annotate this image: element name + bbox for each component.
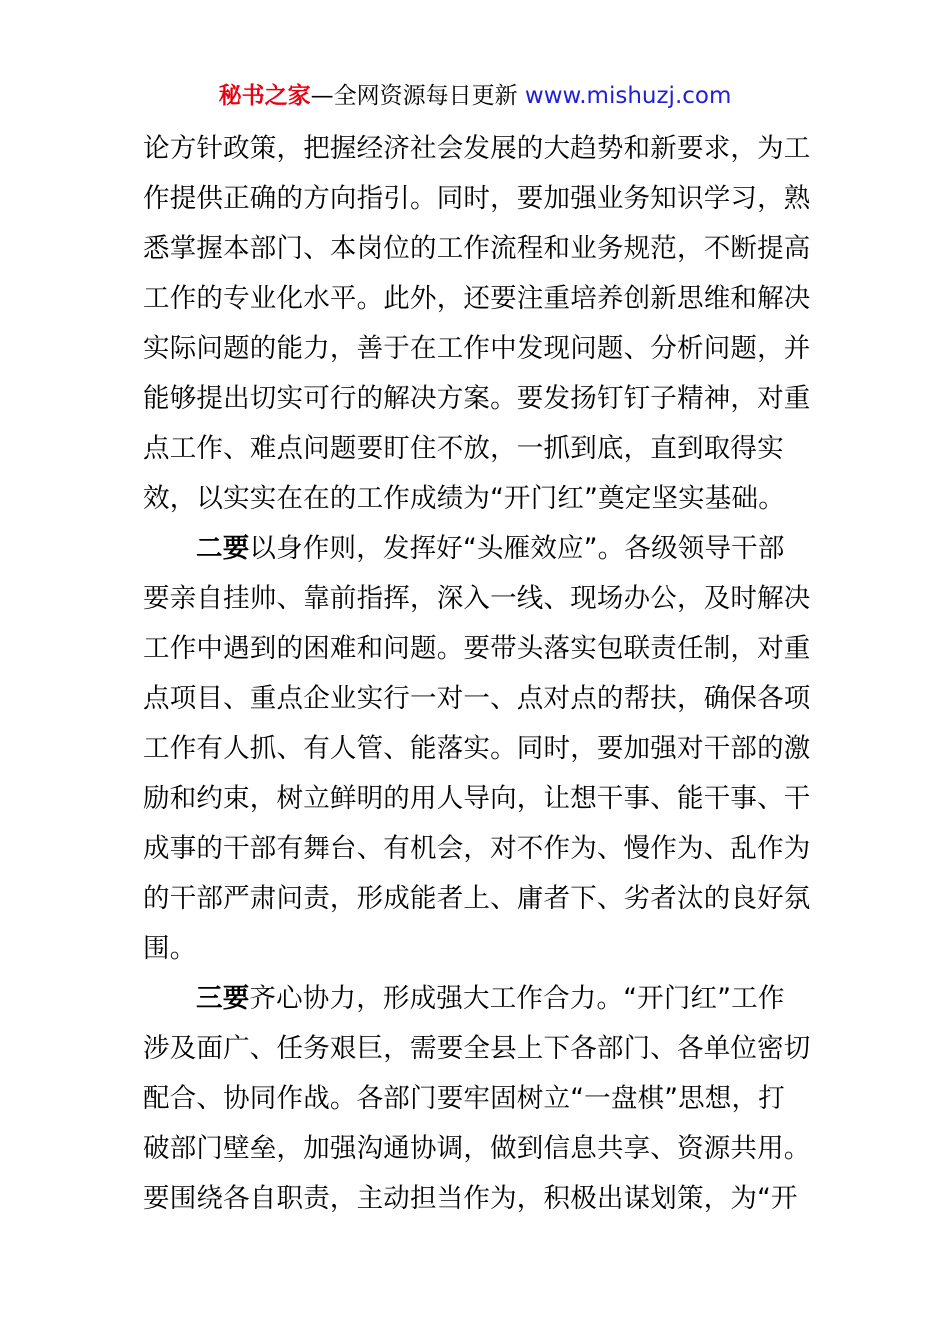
site-url-link[interactable]: www.mishuzj.com xyxy=(524,83,732,109)
paragraph-first-text: 齐心协力，形成强大工作合力。“开门红”工作 xyxy=(249,983,785,1014)
paragraph-first-line xyxy=(143,524,811,574)
text-line: 能够提出切实可行的解决方案。要发扬钉钉子精神，对重 xyxy=(143,383,811,414)
text-line: 围。 xyxy=(143,933,197,964)
text-line: 的干部严肃问责，形成能者上、庸者下、劣者汰的良好氛 xyxy=(143,883,811,914)
text-line: 悉掌握本部门、本岗位的工作流程和业务规范，不断提高 xyxy=(143,233,811,264)
text-line: 破部门壁垒，加强沟通协调，做到信息共享、资源共用。 xyxy=(143,1133,811,1164)
text-line: 作提供正确的方向指引。同时，要加强业务知识学习，熟 xyxy=(143,183,811,214)
text-line: 成事的干部有舞台、有机会，对不作为、慢作为、乱作为 xyxy=(143,833,811,864)
text-line: 点工作、难点问题要盯住不放，一抓到底，直到取得实 xyxy=(143,433,784,464)
header-tagline: —全网资源每日更新 xyxy=(310,83,525,109)
paragraph-first-text: 以身作则，发挥好“头雁效应”。各级领导干部 xyxy=(249,533,785,564)
text-line: 工作中遇到的困难和问题。要带头落实包联责任制，对重 xyxy=(143,633,811,664)
paragraph-first-line xyxy=(143,974,811,1024)
paragraph-lead: 三要 xyxy=(196,983,250,1014)
text-line: 励和约束，树立鲜明的用人导向，让想干事、能干事、干 xyxy=(143,783,811,814)
document-body xyxy=(143,124,811,1224)
site-header xyxy=(0,80,950,112)
text-line: 涉及面广、任务艰巨，需要全县上下各部门、各单位密切 xyxy=(143,1033,811,1064)
text-line: 配合、协同作战。各部门要牢固树立“一盘棋”思想，打 xyxy=(143,1083,785,1114)
paragraph-lead: 二要 xyxy=(196,533,250,564)
text-line: 实际问题的能力，善于在工作中发现问题、分析问题，并 xyxy=(143,333,811,364)
text-line: 工作有人抓、有人管、能落实。同时，要加强对干部的激 xyxy=(143,733,811,764)
text-line: 效，以实实在在的工作成绩为“开门红”奠定坚实基础。 xyxy=(143,483,785,514)
brand-name: 秘书之家 xyxy=(218,83,311,109)
text-line: 工作的专业化水平。此外，还要注重培养创新思维和解决 xyxy=(143,283,811,314)
text-line: 要亲自挂帅、靠前指挥，深入一线、现场办公，及时解决 xyxy=(143,583,811,614)
text-line: 论方针政策，把握经济社会发展的大趋势和新要求，为工 xyxy=(143,133,811,164)
text-line: 要围绕各自职责，主动担当作为，积极出谋划策，为“开 xyxy=(143,1183,798,1214)
text-line: 点项目、重点企业实行一对一、点对点的帮扶，确保各项 xyxy=(143,683,811,714)
